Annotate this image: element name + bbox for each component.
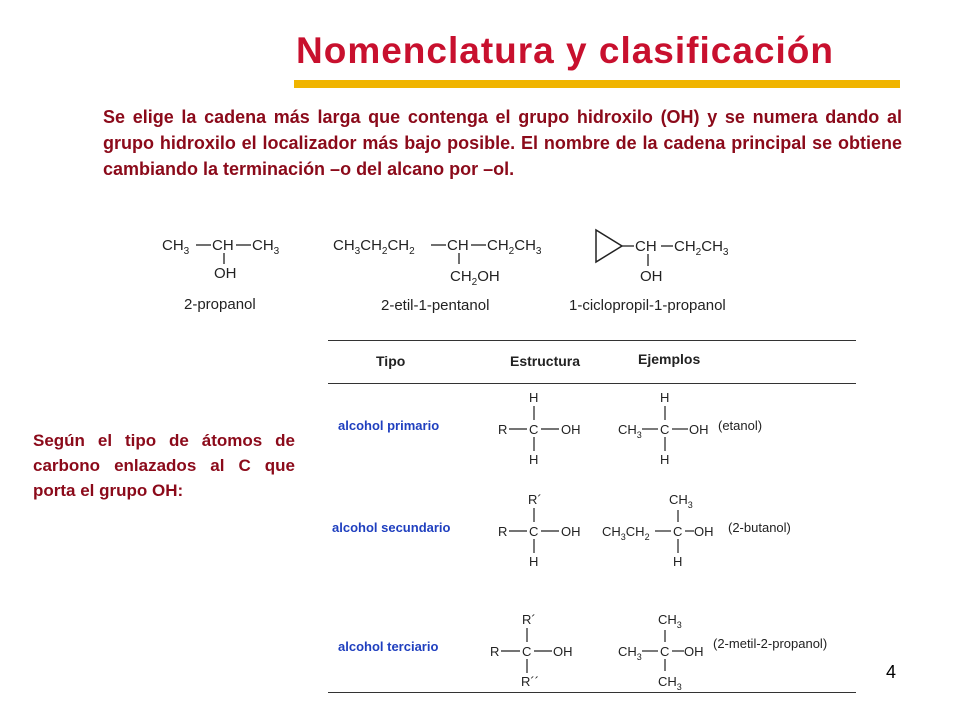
svg-text:R´: R´ (528, 492, 542, 507)
row-label-primario: alcohol primario (338, 418, 440, 433)
example-name-2-etil-1-pentanol: 2-etil-1-pentanol (381, 297, 490, 314)
svg-text:CH: CH (635, 238, 657, 255)
svg-text:R´: R´ (522, 612, 536, 627)
structure-2-etil-1-pentanol (333, 237, 542, 288)
svg-text:H: H (660, 390, 670, 405)
svg-text:OH: OH (694, 524, 714, 539)
svg-text:C: C (660, 644, 670, 659)
structure-terciario (490, 612, 573, 689)
svg-text:C: C (529, 422, 539, 437)
svg-text:CH2CH3: $CH_2CH_3$ (487, 237, 542, 257)
example-name-2-propanol: 2-propanol (184, 296, 256, 313)
structure-1-ciclopropil-1-propanol (596, 230, 729, 285)
svg-text:CH2CH3: $CH_2CH_3$ (674, 238, 729, 258)
svg-text:H: H (529, 390, 539, 405)
svg-text:CH: CH (447, 237, 469, 254)
svg-text:CH3: $CH_3$ (658, 612, 682, 630)
svg-text:OH: OH (553, 644, 573, 659)
svg-text:CH3: $CH_3$ (658, 674, 682, 692)
example-name-1-ciclopropil-1-propanol: 1-ciclopropil-1-propanol (569, 297, 726, 314)
svg-text:OH: OH (689, 422, 709, 437)
structure-2-propanol (162, 237, 280, 282)
svg-text:H: H (529, 554, 539, 569)
structure-primario (498, 390, 581, 467)
svg-text:C: C (673, 524, 683, 539)
svg-text:OH: OH (640, 268, 663, 285)
svg-text:H: H (673, 554, 683, 569)
svg-text:OH: OH (561, 524, 581, 539)
svg-text:R: R (490, 644, 500, 659)
row-example-2-butanol: (2-butanol) (728, 520, 791, 535)
example-etanol-structure (618, 390, 709, 467)
header-tipo: Tipo (376, 353, 406, 369)
svg-text:CH3: $CH_3$ (669, 492, 693, 510)
table-structures (328, 340, 856, 694)
row-label-secundario: alcohol secundario (332, 520, 451, 535)
svg-text:R´´: R´´ (521, 674, 540, 689)
intro-paragraph: Se elige la cadena más larga que contenga el grupo hidroxilo (OH) y se numera dando al grupo hidroxilo el localizador más bajo posible. El nombre de la cadena principal se obtiene cambiando la terminación –o del alcano por –ol. (103, 107, 902, 179)
row-example-2-metil-2-propanol: (2-metil-2-propanol) (713, 636, 828, 651)
classification-table (328, 340, 856, 694)
svg-text:R: R (498, 524, 508, 539)
header-ejemplos: Ejemplos (638, 351, 701, 367)
svg-text:OH: OH (214, 265, 237, 282)
svg-text:CH: CH (212, 237, 234, 254)
classification-note: Según el tipo de átomos de carbono enlazados al C que porta el grupo OH: (33, 431, 295, 500)
svg-text:H: H (660, 452, 670, 467)
svg-text:CH3: $CH_3$ (618, 644, 642, 662)
row-example-etanol: (etanol) (718, 418, 763, 433)
page-title: Nomenclatura y clasificación (296, 30, 834, 71)
svg-text:CH3: $CH_3$ (618, 422, 642, 440)
example-2-metil-2-propanol-structure (618, 612, 704, 692)
svg-text:OH: OH (684, 644, 704, 659)
svg-text:CH3: $CH_3$ (252, 237, 280, 257)
svg-text:C: C (522, 644, 532, 659)
header-estructura: Estructura (510, 353, 581, 369)
svg-text:R: R (498, 422, 508, 437)
svg-text:OH: OH (561, 422, 581, 437)
structure-secundario (498, 492, 581, 569)
row-label-terciario: alcohol terciario (338, 639, 439, 654)
svg-text:C: C (529, 524, 539, 539)
svg-text:H: H (529, 452, 539, 467)
svg-text:C: C (660, 422, 670, 437)
page-number: 4 (886, 662, 897, 682)
example-2-butanol-structure (602, 492, 714, 569)
svg-text:CH3CH2CH2: $CH_3CH_2CH_2$ (333, 237, 415, 257)
svg-text:CH3: $CH_3$ (162, 237, 190, 257)
svg-text:CH3CH2: $CH_3CH_2$ (602, 524, 650, 542)
title-underline (294, 80, 900, 88)
svg-text:CH2OH: $CH_2OH$ (450, 268, 500, 288)
